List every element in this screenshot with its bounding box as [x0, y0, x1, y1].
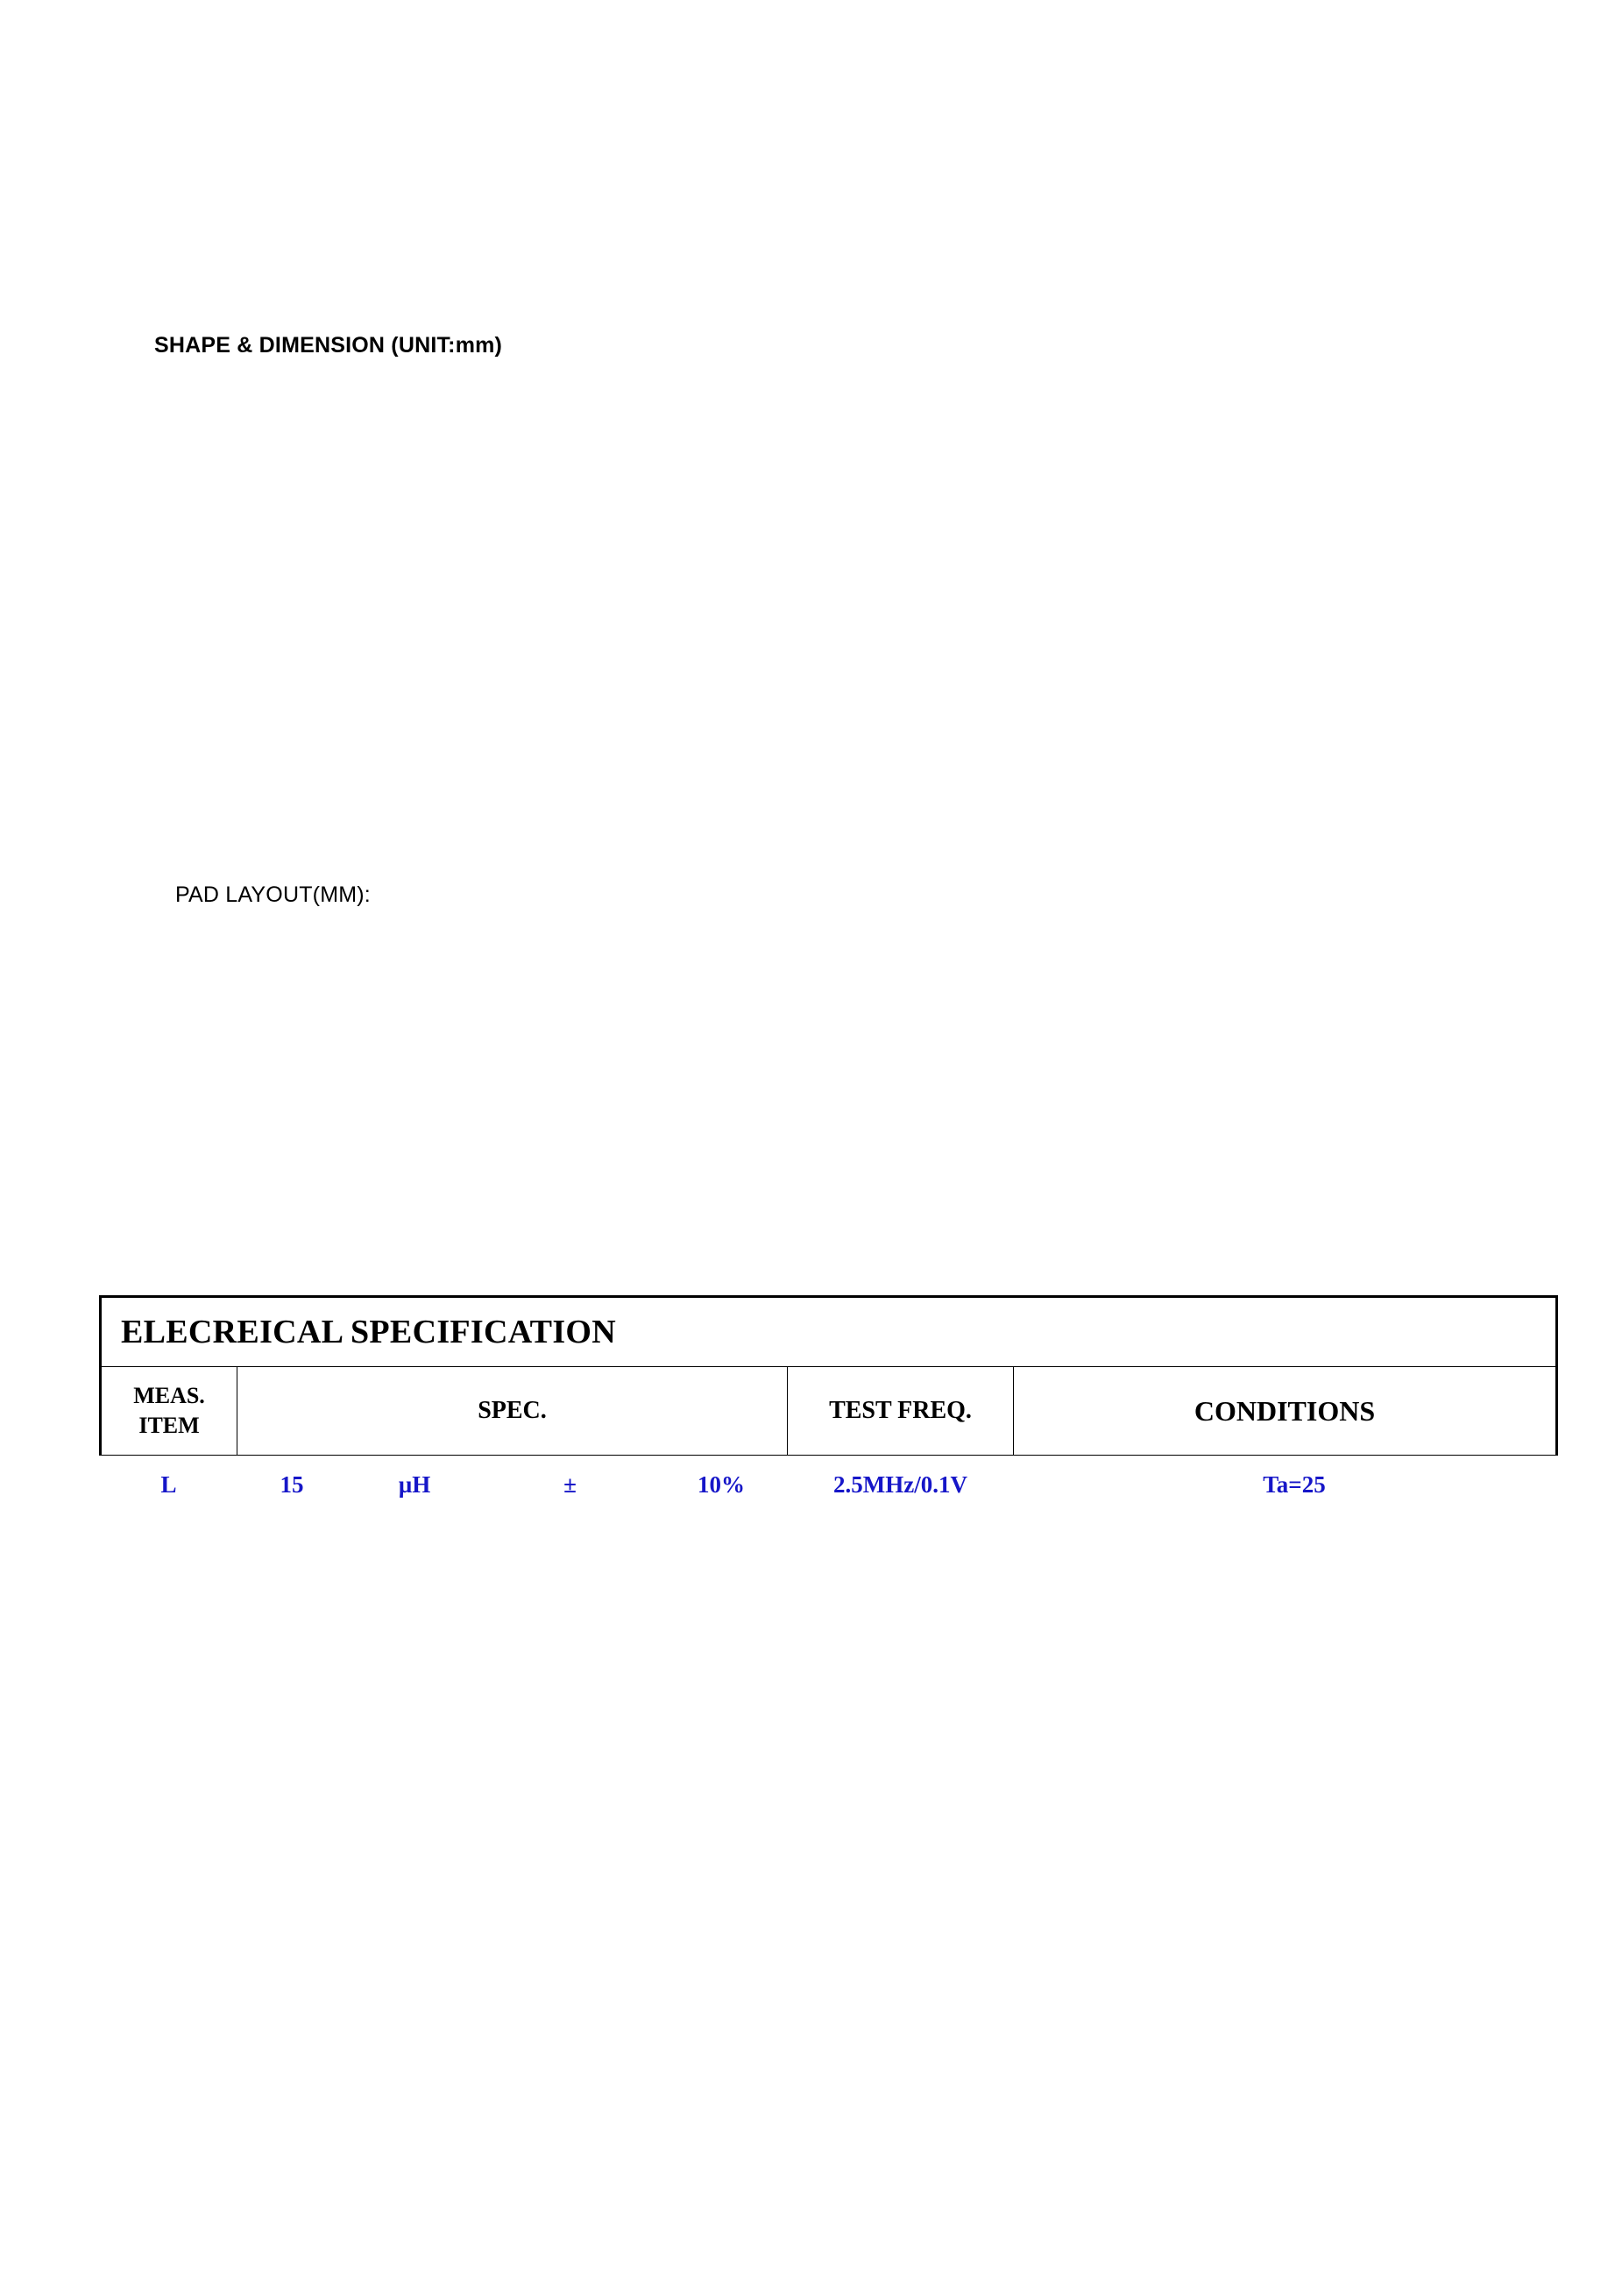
column-header-meas-item-line1: MEAS.: [133, 1383, 205, 1409]
cell-spec-tolerance-symbol: ±: [563, 1470, 577, 1498]
column-header-test-freq: TEST FREQ.: [788, 1367, 1014, 1456]
cell-spec-unit: µH: [398, 1470, 431, 1498]
cell-meas-item: L: [160, 1470, 177, 1498]
cell-spec-tolerance: 10%: [698, 1470, 745, 1498]
cell-spec-nominal: 15: [280, 1470, 304, 1498]
spec-table-title: ELECREICAL SPECIFICATION: [121, 1314, 617, 1350]
cell-spec: [237, 1456, 788, 1514]
spec-table-header-row: [101, 1367, 1557, 1456]
column-header-spec: SPEC.: [237, 1367, 788, 1456]
cell-test-freq: 2.5MHz/0.1V: [833, 1470, 967, 1498]
column-header-meas-item: [101, 1367, 237, 1456]
pad-layout-heading: PAD LAYOUT(MM):: [175, 882, 371, 907]
shape-dimension-heading: SHAPE & DIMENSION (UNIT:mm): [154, 333, 503, 358]
table-row: [101, 1456, 1557, 1514]
spec-table-title-row: [101, 1297, 1557, 1367]
electrical-specification-table: [99, 1295, 1558, 1513]
cell-conditions: Ta=25: [1263, 1470, 1326, 1498]
column-header-meas-item-line2: ITEM: [138, 1413, 200, 1438]
spec-value-group: [237, 1471, 788, 1499]
spec-table-title-cell: [101, 1297, 1557, 1367]
column-header-conditions: CONDITIONS: [1014, 1367, 1557, 1456]
